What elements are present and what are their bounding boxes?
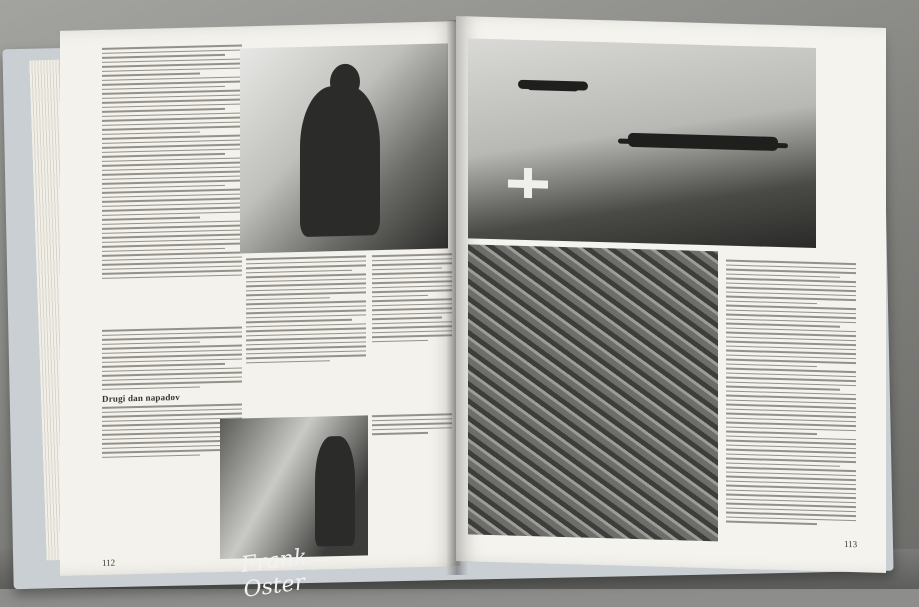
left-page-number: 112	[102, 557, 116, 568]
plane-1-wing	[528, 85, 578, 91]
crew-figure	[315, 436, 355, 547]
crew-loading-photo	[220, 415, 368, 603]
section-heading: Drugi dan napadov	[102, 391, 180, 404]
signature: Frank Oster	[239, 544, 309, 603]
stuka-bombers-photo	[468, 38, 816, 248]
right-page-number: 113	[844, 538, 858, 550]
pilot-figure	[300, 85, 380, 237]
aerial-bombing-photo	[468, 244, 718, 541]
left-text-column-middle	[246, 255, 366, 418]
left-page	[60, 21, 460, 603]
crew-caption	[372, 413, 452, 437]
left-text-column-right	[372, 253, 452, 415]
left-text-column-top	[102, 44, 242, 347]
wing-cross-marking-vertical	[524, 168, 532, 198]
right-page	[456, 16, 886, 573]
right-text-column	[726, 260, 856, 554]
pilot-portrait-photo	[240, 43, 448, 253]
